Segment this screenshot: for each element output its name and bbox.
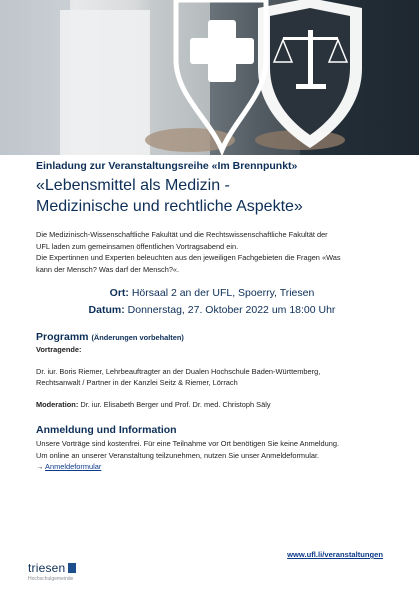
location-value: Hörsaal 2 an der UFL, Spoerry, Triesen bbox=[131, 287, 315, 299]
event-location bbox=[36, 285, 388, 302]
registration-line: Um online an unserer Veranstaltung teilzunehmen, nutzen Sie unser Anmeldeformular. bbox=[36, 450, 320, 460]
event-series-kicker: Einladung zur Veranstaltungsreihe «Im Brennpunkt» bbox=[36, 160, 298, 172]
events-url-link[interactable]: www.ufl.li/veranstaltungen bbox=[287, 550, 383, 559]
event-title bbox=[36, 175, 388, 217]
program-heading bbox=[36, 331, 388, 343]
event-details bbox=[36, 285, 388, 319]
speaker-info bbox=[36, 366, 388, 389]
program-note: (Änderungen vorbehalten) bbox=[91, 333, 184, 342]
registration-heading: Anmeldung und Information bbox=[36, 424, 177, 436]
speakers-label: Vortragende: bbox=[36, 345, 82, 354]
location-label: Ort: bbox=[109, 287, 129, 299]
registration-form-link[interactable]: Anmeldeformular bbox=[45, 462, 102, 471]
date-label: Datum: bbox=[88, 304, 125, 316]
event-title-line2: Medizinische und rechtliche Aspekte» bbox=[36, 198, 303, 215]
hero-illustration bbox=[0, 0, 419, 155]
logo-flag-icon bbox=[68, 563, 76, 573]
intro-line: kann der Mensch? Was darf der Mensch?«. bbox=[36, 264, 180, 274]
intro-line: UFL laden zum gemeinsamen öffentlichen Vortragsabend ein. bbox=[36, 241, 239, 251]
hero-image bbox=[0, 0, 419, 155]
speaker-line: Dr. iur. Boris Riemer, Lehrbeauftragter an der Dualen Hochschule Baden-Württemberg, bbox=[36, 366, 321, 376]
event-date bbox=[36, 302, 388, 319]
moderation bbox=[36, 399, 388, 411]
registration-line: Unsere Vorträge sind kostenfrei. Für eine Teilnahme vor Ort benötigen Sie keine Anmeldung. bbox=[36, 439, 340, 448]
moderation-value: Dr. iur. Elisabeth Berger und Prof. Dr. med. Christoph Säly bbox=[80, 399, 271, 409]
program-heading-text: Programm bbox=[36, 331, 89, 343]
registration-link-row bbox=[36, 461, 388, 473]
intro-line: Die Medizinisch-Wissenschaftliche Fakultät und die Rechtswissenschaftliche Fakultät der bbox=[36, 230, 328, 239]
arrow-right-icon: → bbox=[36, 462, 44, 471]
speaker-line: Rechtsanwalt / Partner in der Kanzlei Seitz & Riemer, Lörrach bbox=[36, 378, 238, 387]
date-value: Donnerstag, 27. Oktober 2022 um 18:00 Uhr bbox=[127, 304, 336, 316]
logo-subtitle: Hochschulgemeinde bbox=[28, 576, 74, 582]
triesen-logo bbox=[28, 559, 76, 582]
event-title-line1: «Lebensmittel als Medizin - bbox=[36, 177, 230, 194]
registration-text bbox=[36, 438, 388, 473]
invitation-body bbox=[36, 158, 388, 473]
moderation-label: Moderation: bbox=[36, 399, 79, 409]
intro-paragraph bbox=[36, 229, 388, 275]
intro-line: Die Expertinnen und Experten beleuchten aus den jeweiligen Fachgebieten die Fragen «Was bbox=[36, 253, 341, 262]
logo-name: triesen bbox=[28, 561, 66, 575]
